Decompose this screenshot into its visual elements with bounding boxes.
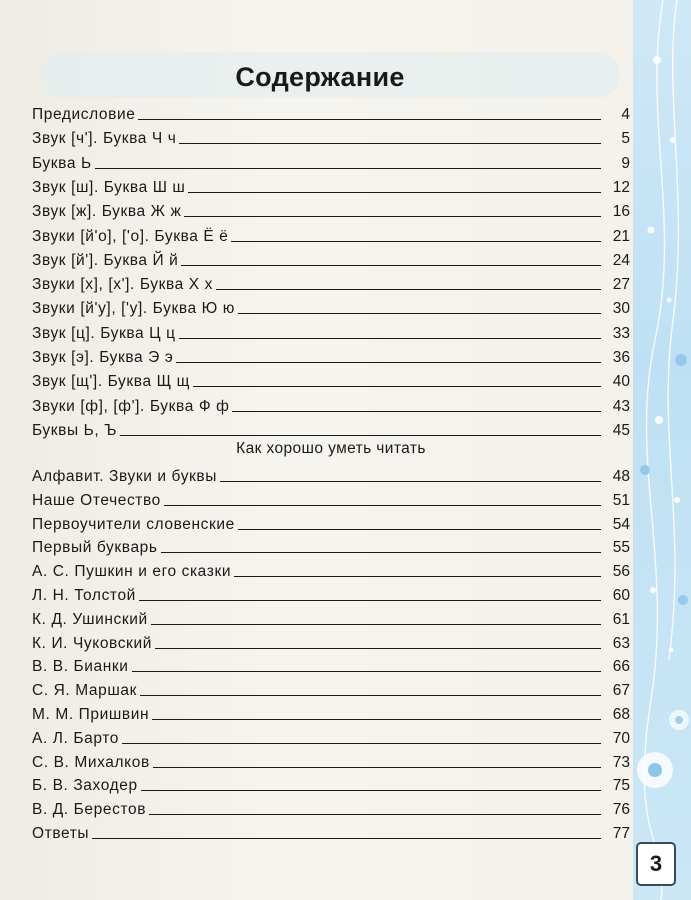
toc-entry-title: С. Я. Маршак bbox=[32, 682, 137, 700]
toc-page-number: 43 bbox=[612, 397, 630, 415]
toc-page-number: 73 bbox=[612, 753, 630, 771]
toc-entry-title: Звуки [х], [х']. Буква Х х bbox=[32, 276, 214, 294]
toc-leader-line bbox=[179, 338, 601, 339]
toc-leader-line bbox=[153, 767, 601, 768]
toc-entry-title: А. Л. Барто bbox=[32, 729, 119, 747]
toc-leader-line bbox=[155, 648, 601, 649]
toc-entry-title: Предисловие bbox=[32, 106, 136, 123]
toc-entry-title: Звуки [й'о], ['о]. Буква Ё ё bbox=[32, 227, 229, 245]
toc-leader-line bbox=[179, 143, 601, 144]
toc-page-number: 70 bbox=[612, 729, 630, 747]
toc-entry bbox=[32, 771, 630, 795]
toc-page-number: 48 bbox=[612, 468, 630, 485]
toc-entry-title: Звуки [й'у], ['у]. Буква Ю ю bbox=[32, 300, 236, 318]
toc-leader-line bbox=[238, 529, 601, 530]
toc-leader-line bbox=[139, 600, 601, 601]
toc-page-number: 56 bbox=[612, 563, 630, 581]
decorative-side-strip bbox=[633, 0, 691, 900]
toc-leader-line bbox=[152, 719, 601, 720]
toc-leader-line bbox=[231, 241, 601, 242]
toc-entry bbox=[32, 795, 630, 819]
toc-entry bbox=[32, 819, 630, 843]
toc-entry-title: Звук [ж]. Буква Ж ж bbox=[32, 203, 182, 221]
toc-entry bbox=[32, 724, 630, 748]
toc-entry bbox=[32, 533, 630, 557]
toc-entry-title: Алфавит. Звуки и буквы bbox=[32, 468, 218, 485]
toc-leader-line bbox=[176, 362, 601, 363]
toc-leader-line bbox=[216, 289, 601, 290]
toc-leader-line bbox=[149, 814, 601, 815]
page-number: 3 bbox=[636, 842, 676, 886]
flower-decoration-icon bbox=[633, 0, 691, 900]
toc-entry bbox=[32, 294, 630, 318]
toc-entry bbox=[32, 581, 630, 605]
toc-entry-title: Звук [ч']. Буква Ч ч bbox=[32, 130, 177, 148]
toc-leader-line bbox=[122, 743, 601, 744]
toc-entry-title: Буква Ь bbox=[32, 154, 92, 172]
toc-entry-title: С. В. Михалков bbox=[32, 753, 150, 771]
toc-entry-title: В. В. Бианки bbox=[32, 658, 129, 676]
toc-entry bbox=[32, 270, 630, 294]
toc-page-number: 5 bbox=[621, 130, 630, 148]
toc-leader-line bbox=[95, 168, 601, 169]
toc-entry-title: Первоучители словенские bbox=[32, 515, 235, 533]
toc-page-number: 27 bbox=[612, 276, 630, 294]
toc-page-number: 67 bbox=[612, 682, 630, 700]
toc-page-number: 45 bbox=[612, 421, 630, 439]
toc-leader-line bbox=[193, 386, 601, 387]
toc-entry bbox=[32, 124, 630, 148]
toc-entry bbox=[32, 652, 630, 676]
toc-leader-line bbox=[140, 695, 601, 696]
toc-entry bbox=[32, 510, 630, 534]
toc-page-number: 76 bbox=[612, 801, 630, 819]
toc-entry-title: Звук [э]. Буква Э э bbox=[32, 349, 174, 366]
toc-entry bbox=[32, 748, 630, 772]
toc-entry bbox=[32, 367, 630, 391]
toc-page-number: 30 bbox=[612, 300, 630, 318]
toc-entry-title: В. Д. Берестов bbox=[32, 801, 147, 819]
toc-entry-title: Наше Отечество bbox=[32, 491, 161, 509]
toc-page-number: 9 bbox=[621, 154, 630, 172]
toc-leader-line bbox=[220, 481, 601, 482]
toc-entry-title: М. М. Пришвин bbox=[32, 706, 150, 723]
toc-entry-title: Первый букварь bbox=[32, 539, 158, 557]
toc-entry-title: Звук [ш]. Буква Ш ш bbox=[32, 178, 186, 196]
page-title: Содержание bbox=[235, 62, 405, 92]
toc-page-number: 68 bbox=[612, 706, 630, 723]
toc-leader-line bbox=[164, 505, 601, 506]
toc-page-number: 21 bbox=[612, 227, 630, 245]
toc-entry-title: Звук [ц]. Буква Ц ц bbox=[32, 324, 176, 342]
toc-entry-title: Звук [й']. Буква Й й bbox=[32, 251, 179, 269]
toc-entry-title: Л. Н. Толстой bbox=[32, 587, 136, 604]
toc-entry bbox=[32, 462, 630, 486]
toc-entry bbox=[32, 676, 630, 700]
toc-entry-title: Звук [щ']. Буква Щ щ bbox=[32, 373, 190, 391]
toc-page-number: 36 bbox=[612, 349, 630, 366]
toc-leader-line bbox=[188, 192, 601, 193]
toc-leader-line bbox=[141, 790, 601, 791]
toc-page-number: 24 bbox=[612, 251, 630, 269]
toc-page-number: 66 bbox=[612, 658, 630, 676]
toc-page-number: 55 bbox=[612, 539, 630, 557]
toc-entry bbox=[32, 173, 630, 197]
toc-page-number: 77 bbox=[612, 825, 630, 842]
toc-leader-line bbox=[161, 552, 601, 553]
toc-entry bbox=[32, 605, 630, 629]
toc-entry bbox=[32, 416, 630, 440]
toc-entry-title: Буквы Ь, Ъ bbox=[32, 421, 118, 439]
toc-page-number: 61 bbox=[612, 610, 630, 628]
toc-entry bbox=[32, 700, 630, 724]
toc-leader-line bbox=[232, 411, 601, 412]
toc-entry-title: Б. В. Заходер bbox=[32, 777, 138, 795]
toc-leader-line bbox=[132, 671, 601, 672]
toc-leader-line bbox=[120, 435, 601, 436]
toc-page-number: 4 bbox=[621, 106, 630, 123]
section-heading: Как хорошо уметь читать bbox=[236, 440, 426, 457]
toc-entry bbox=[32, 246, 630, 270]
toc-entry-title: Ответы bbox=[32, 825, 90, 842]
toc-entry-title: А. С. Пушкин и его сказки bbox=[32, 563, 232, 581]
toc-leader-line bbox=[181, 265, 601, 266]
toc-page-number: 60 bbox=[612, 587, 630, 604]
toc-page-number: 33 bbox=[612, 324, 630, 342]
toc-entry-title: К. И. Чуковский bbox=[32, 634, 152, 652]
toc-page-number: 12 bbox=[612, 178, 630, 196]
toc-entry bbox=[32, 392, 630, 416]
toc-leader-line bbox=[151, 624, 601, 625]
toc-entry bbox=[32, 343, 630, 367]
toc-entry-title: К. Д. Ушинский bbox=[32, 610, 148, 628]
toc-leader-line bbox=[92, 838, 601, 839]
toc-page-number: 75 bbox=[612, 777, 630, 795]
toc-leader-line bbox=[184, 216, 601, 217]
toc-entry bbox=[32, 197, 630, 221]
toc-entry-title: Звуки [ф], [ф']. Буква Ф ф bbox=[32, 397, 230, 415]
toc-entry bbox=[32, 486, 630, 510]
toc-entry bbox=[32, 319, 630, 343]
toc-entry bbox=[32, 100, 630, 124]
toc-leader-line bbox=[234, 576, 601, 577]
toc-entry bbox=[32, 222, 630, 246]
toc-page-number: 54 bbox=[612, 515, 630, 533]
toc-page-number: 51 bbox=[612, 491, 630, 509]
toc-leader-line bbox=[138, 119, 601, 120]
toc-entry bbox=[32, 629, 630, 653]
toc-page-number: 63 bbox=[612, 634, 630, 652]
toc-leader-line bbox=[238, 313, 601, 314]
toc-page-number: 40 bbox=[612, 373, 630, 391]
toc-entry bbox=[32, 149, 630, 173]
toc-page-number: 16 bbox=[612, 203, 630, 221]
toc-entry bbox=[32, 557, 630, 581]
